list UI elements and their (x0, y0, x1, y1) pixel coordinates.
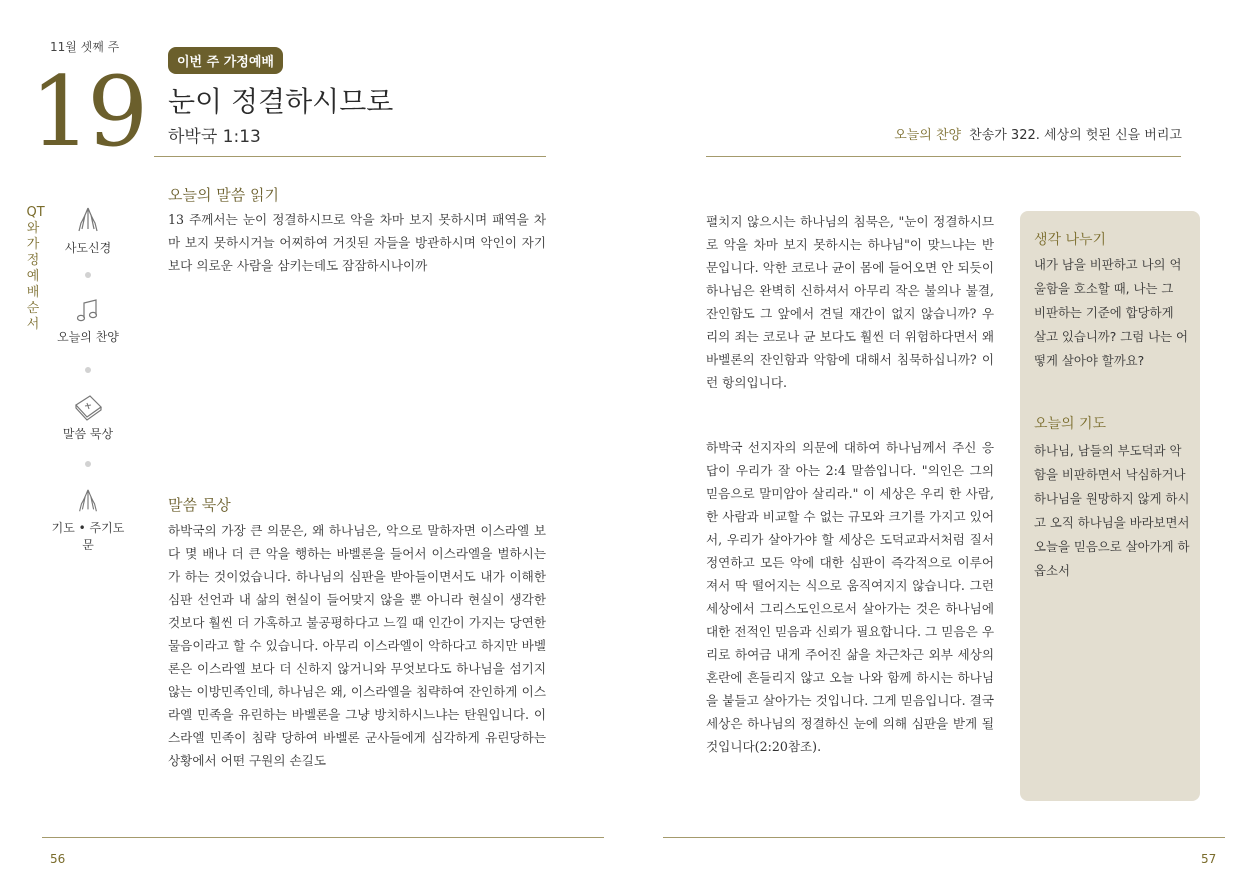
step-divider-dot (85, 367, 91, 373)
meditation-text-continued: 펼치지 않으시는 하나님의 침묵은, "눈이 정결하시므로 악을 차마 보지 못하시는 하나님"이 맞느냐는 반문입니다. 악한 코로나 균이 몸에 들어오면 안 되듯이 하나님은 완벽히 신하셔서 아무리 작은 불의나 불결, 잔인함도 그 앞에서 견딜 재간이 없지 않습니까? 우리의 죄는 코로나 균 보다도 훨씬 더 위험하다면서 왜 바벨론의 잔인함과 악함에 대해서 침묵하십니까? 이런 항의입니다. (706, 214, 994, 390)
share-text: 내가 남을 비판하고 나의 억울함을 호소할 때, 나는 그 비판하는 기준에 합당하게 살고 있습니까? 그럼 나는 어떻게 살아야 할까요? (1034, 257, 1188, 368)
step-label: 사도신경 (64, 241, 112, 255)
share-heading: 생각 나누기 (1034, 232, 1107, 248)
week-label: 11월 셋째 주 (50, 40, 120, 54)
section-badge: 이번 주 가정예배 (168, 47, 283, 74)
footer-rule-left (42, 837, 604, 838)
step-meditation (52, 393, 124, 442)
music-note-icon (73, 298, 103, 324)
step-label: 말씀 묵상 (62, 427, 114, 441)
praying-hands-icon (73, 487, 103, 515)
page-title: 눈이 정결하시므로 (168, 85, 394, 118)
footer-rule-right (663, 837, 1225, 838)
step-divider-dot (85, 272, 91, 278)
hymn-label: 오늘의 찬양 (894, 128, 962, 143)
reading-text: 13 주께서는 눈이 정결하시므로 악을 차마 보지 못하시며 패역을 차마 보지 못하시거늘 어찌하여 거짓된 자들을 방관하시며 악인이 자기보다 의로운 사람을 삼키는데도 잠잠하시나이까 (168, 212, 546, 273)
meditation-heading: 말씀 묵상 (168, 496, 231, 514)
prayer-text: 하나님, 남들의 부도덕과 악함을 비판하면서 낙심하거나 하나님을 원망하지 않게 하시고 오직 하나님을 바라보면서 오늘을 믿음으로 살아가게 하옵소서 (1034, 443, 1190, 578)
header-rule-right (706, 156, 1181, 157)
header-rule-left (154, 156, 546, 157)
sidebar-box (1020, 211, 1200, 801)
step-label: 오늘의 찬양 (57, 330, 119, 344)
meditation-text: 하박국의 가장 큰 의문은, 왜 하나님은, 악으로 말하자면 이스라엘 보다 몇 배나 더 큰 악을 행하는 바벨론을 들어서 이스라엘을 벌하시는가 하는 것이었습니다. 하나님의 심판을 받아들이면서도 내가 이해한 심판 선언과 내 삶의 현실이 들어맞지 않을 뿐 아니라 현실이 생각한 것보다 훨씬 더 가혹하고 불공평하다고 느낄 때 인간이 가지는 당연한 물음이라고 할 수 있습니다. 아무리 이스라엘이 악하다고 하지만 바벨론은 이스라엘 보다 더 신하지 않거니와 무엇보다도 하나님을 섬기지 않는 이방민족인데, 하나님은 왜, 이스라엘을 침략하여 잔인하게 이스라엘 민족을 유린하는 바벨론을 그냥 방치하시느냐는 탄원입니다. 이스라엘 민족이 침략 당하여 바벨론 군사들에게 심각하게 유린당하는 상황에서 어떤 구원의 손길도 (168, 523, 546, 768)
page-number-right: 57 (1201, 852, 1217, 866)
scripture-reference: 하박국 1:13 (168, 127, 261, 147)
step-creed (52, 205, 124, 256)
praying-hands-icon (73, 205, 103, 235)
hymn-line (894, 124, 1182, 143)
meditation-text-2: 하박국 선지자의 의문에 대하여 하나님께서 주신 응답이 우리가 잘 아는 2:4 말씀입니다. "의인은 그의 믿음으로 말미암아 살리라." 이 세상은 우리 한 사람, 한 사람과 비교할 수 없는 규모와 크기를 가지고 있어서, 우리가 살아가야 할 세상은 도덕교과서처럼 질서 정연하고 모든 악에 대한 심판이 즉각적으로 이루어져서 딱 떨어지는 식으로 움직여지지 않습니다. 그런 세상에서 그리스도인으로서 살아가는 것은 하나님에 대한 전적인 믿음과 신뢰가 필요합니다. 그 믿음은 우리로 하여금 내게 주어진 삶을 차근차근 외부 세상의 혼란에 흔들리지 않고 오늘 나와 함께 하시는 하나님을 붙들고 살아가는 것입니다. 그게 믿음입니다. 결국 세상은 하나님의 정결하신 눈에 의해 심판을 받게 될 것입니다(2:20참조). (706, 440, 994, 754)
reading-heading: 오늘의 말씀 읽기 (168, 186, 279, 204)
step-hymn (52, 298, 124, 345)
page-number-left: 56 (50, 852, 66, 866)
hymn-title: 찬송가 322. 세상의 헛된 신을 버리고 (969, 128, 1182, 143)
step-prayer (48, 487, 128, 553)
day-number: 19 (30, 56, 145, 168)
prayer-heading: 오늘의 기도 (1034, 416, 1107, 432)
step-label: 기도 • 주기도문 (51, 521, 125, 552)
step-divider-dot (85, 461, 91, 467)
bible-icon (72, 393, 104, 421)
vertical-label-text: QT와 가정예배 순서 (26, 205, 45, 332)
vertical-label (24, 205, 45, 333)
